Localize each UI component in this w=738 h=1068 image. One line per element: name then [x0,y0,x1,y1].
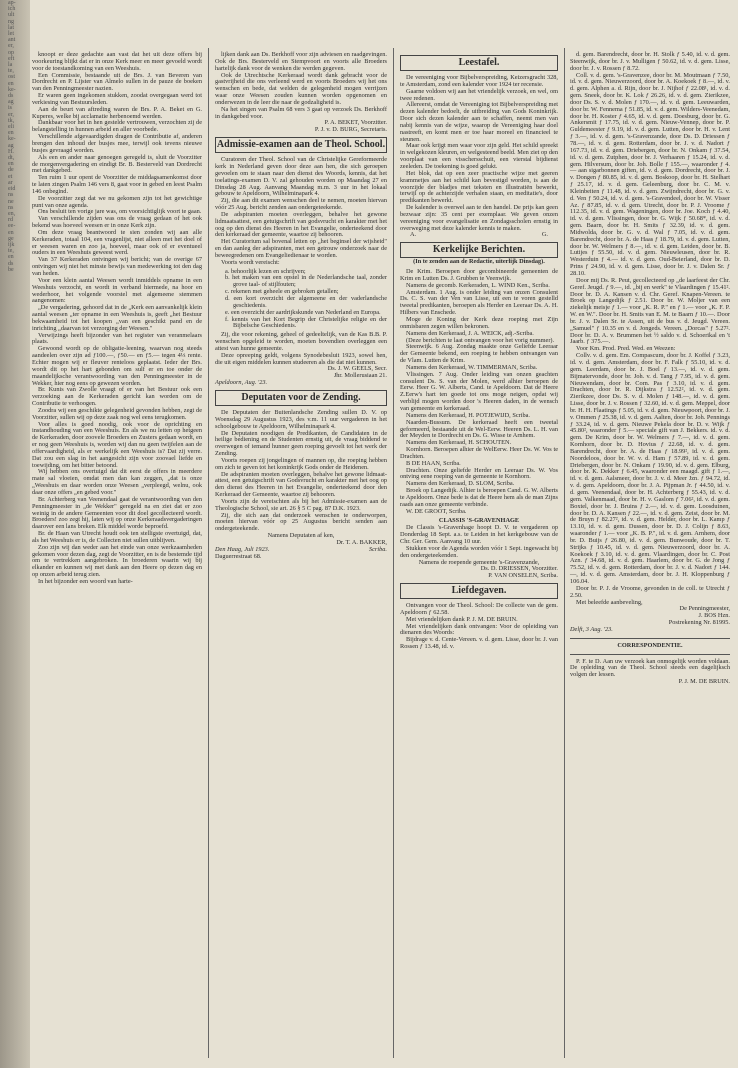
leestafel-sign-left: A. [410,231,417,239]
paragraph: Vlissingen. 7 Aug. Onder leiding van onzen geachten consulent Ds. S. van der Molen, werd alhier beroepen de Eerw. Heer G. W. Alberts, Cand. te Apeldoorn. Dat de Heere Z.Eerw's hart ten goede tot ons moge neigen, opdat wij verblijd mogen worden door 's Heeren daden, in de wensch van gemeente en kerkeraad. [400,370,558,412]
paragraph: Om deze vraag beantwoord te sien zonden wij aan alle Kerkeraden, totaal 104, een vragenlijst, niet alleen met het doel of er weesen waren en zoo ja, hoeveel, maar ook of er eventueel ouders in een Weeshuis geweest werd. [32,228,202,257]
paragraph: Namens den Kerkeraad, D. SLOM, Scriba. [406,480,515,488]
paragraph: Er waren geen ingekomen stukken, zoodat overgegaan werd tot verkiesing van Bestuursleden. [32,92,202,106]
edge-fragment: ds [8,93,14,100]
classis-sign-2: Ds. D. DRIESSEN, Voorzitter. [480,565,558,573]
paragraph: Zoodra wij een geschikte gelegenheid gevonden hebben, zegt de Voorzitter, sullen wij op deze zaak nog wel eens terugkomen. [32,406,202,421]
edge-fragment: is [8,105,13,112]
edge-fragment: te, [8,68,14,75]
column-rule [393,48,394,1058]
edge-fragment: ap- [8,0,16,6]
edge-fragment: tk, [8,117,15,124]
paragraph: Namens den Kerkeraad, J. A. WEICK, adj.-Scriba. [406,329,534,337]
paragraph: Verschillende afgevaardigden dragen de Contributie af, anderen brengen den inhoud der busjes mee, terwijl ook tevens nieuwe busjes gevraagd worden. [32,133,202,154]
paragraph: Allereerst, omdat de Vereeniging tot Bijbelverspreiding met dezen kalender bedoelt, de uitbreiding van Gods Koninkrijk. Door sich dezen kalender aan te schaffen, neemt men van nabij kennis van de wijze, waarop de Vereeniging haar doel nastreeft, en komt men er toe haar moreel en financieel te steunen. [400,101,558,143]
correspondentie-heading: CORRESPONDENTIE. [617,641,683,649]
edge-fragment: ult [8,12,15,19]
paragraph: Bijdrage v. d. Cente-Vereen. v. d. gem. Lisse, door br. J. van Rossen ƒ 13.48, id. v. [400,636,558,651]
deputaten-address: Daguerrestraat 68. [215,552,262,560]
paragraph: Ten ruim 1 uur opent de Voorzitter de middagsamenkomst door te laten zingen Psalm 146 vers 8, gaat voor in gebed en leest Psalm 146 onbegind. [32,174,202,195]
edge-fragment: be [8,266,14,273]
edge-fragment: ds [8,260,14,267]
edge-fragment: ne [8,198,14,205]
edge-fragment: ijk [8,241,15,248]
edge-fragment: dt, [8,155,15,162]
exam-place: Apeldoorn, Aug. '23. [215,379,268,387]
paragraph: De Deputaten noodigen de Predikanten, de Candidaten in de heilige bediening en de Studenten ernstig uit, de vraag biddend te overwegen of iemand hunner geen roeping gevoelt tot het werk der Zending. [215,429,387,458]
paragraph: Aan de beurt van aftreding waren de Brs. P. A. Beket en G. Kuperes, welke bij acclamatie herbenoemd werden. [32,105,202,120]
paragraph: Met vriendelijken dank ontvangen: Voor de opleiding van dienaren des Woords: [400,622,558,637]
edge-fragment: ns [8,204,14,211]
paragraph: Amsterdam. 1 Aug. is onder leiding van onzen Consulent Ds. C. S. van der Ven van Lisse, uit een te voren gestelld tweetal predikanten, beroepen als Herder en Leeraar Ds. A. H. Hilbers van Enschede. [400,288,558,317]
paragraph: Steenwijk. 6 Aug. Zondag maakte onze Geliefde Leeraar der Gemeente bekend, een roeping te hebben ontvangen van de Vlam. Lutten de Krim. [400,343,558,365]
paragraph: Ons besluit ten vorige jare was, om voorsichtiglijk voort te gaan. [38,208,202,216]
requirement-item: c. rekenen met geheele en gebroken getallen; [225,288,339,296]
paragraph: Maar ook krijgt men waar voor zijn geld. Het schild spreekt in welgekozen kleuren, en welgesteend beeld. Men ziet op den voorplaat van een visschersschuit, een vierstal bijdienst zeeleden. De toekening is goed gelukt. [400,142,558,170]
paragraph: Voorts wordt vereischt: [221,258,280,266]
edge-fragment: eli [8,124,14,131]
edge-fragment: ar [8,179,13,186]
adjacent-page-edge [8,0,30,1068]
paragraph: knoopt er deze gedachte aan vast dat het uit deze offers bij voorkeuring blijkt dat er in onze Kerk meer en meer gevoeld wordt voor de toestandkoming van een Weeshuis. [32,51,202,72]
paragraph: Wij hebben ons overtuigd dat dit eerst de offers in meerdere mate sal vloeien, omdat men dan kan zeggen, „dat is onze „Weeshuis en daar worden onze Weesen „verpleegd, welnu, ook daar onze offers „en gebed voor." [32,468,202,496]
requirements-list [225,269,387,331]
edge-fragment: er, [8,43,14,50]
paragraph: Deze opreeping geldt, volgens Synodebesluit 1923, sowel hen, die uit eigen middelen kunnen studeeren als die dat niet kunnen. [215,351,387,366]
paragraph: Gaarne voldoen wij aan het vriendelijk verzoek, en wel, om twee redenen. [400,87,558,102]
paragraph: Kornhorn. Beroepen alhier de WelEerw. Heer Ds. W. Vos te Drachten. [400,446,558,460]
paragraph: Als een en ander naar genoegen geregeld is, sluit de Voorzitter de morgenvergadering en eindigt Br. B. Besterveld van Dordrecht met dankgebed. [32,153,202,175]
paragraph: Na het singen van Psalm 68 vers 3 gaat op verzoek Ds. Berkhoff in dankgebed voor. [215,105,387,120]
divider [570,638,730,639]
paragraph: Voorts zijn de vereischten als bij het Admissie-examen aan de Theologische School, sie art. 26 § 5 C pag. 87 D.K. 1923. [215,497,387,512]
edge-fragment: ge [8,235,14,242]
paragraph: De adspiranten moeten overleggen, behalve het gewone lidmaat-attest, een getuigschrift van Godsvrucht en karakter met het oog op den dienst des Heeren in het Evangelie, onderteekend door den Kerkeraad der Gemeente, waartoe zij behooren. [215,470,387,499]
paragraph: Door br. P. J. de Vroome, gevonden in de coll. te Utrecht ƒ 2.50. [570,584,730,599]
edge-fragment: lat [8,24,14,31]
paragraph: Stukken voor de Agenda worden vóór 1 Sept. ingewacht bij den ondergeteekenden. [400,544,558,559]
paragraph: Het blok, dat op een zeer practische wijze met geeren krammetjes aan het schild kan bevestigd worden, is aan de voorzijde der bladjes met teksten en illustratiën bewerkt, terwijl op de achterzijde verhalen staan, en meditatie's, door predikanten bewerkt. [400,169,558,205]
signature-voorzitter: P. A. BEKET, Voorzitter. [324,119,387,127]
edge-fragment: ns [8,192,14,199]
edge-fragment: la [8,62,13,69]
deputaten-role: Scriba. [368,545,387,553]
edge-fragment: et [8,173,13,180]
paragraph: Br. Kunis van Zwolle vraagt of er van het Bestuur ook een verzoeking aan de Kerkeraden gericht kan worden om de Contributie te verhoogen. [32,386,202,408]
edge-fragment: eid [8,186,16,193]
deputaten-heading: Deputaten voor de Zending. [215,390,387,406]
paragraph: De voorzitter zegt dat we nu gekomen zijn tot het gewichtige punt van onze agenda. [32,194,202,209]
correspondentie-text: P. F. te D. Aan uw verzoek kan onmogelijk worden voldaan. De opleiding van de Theol. School steeds een dagelijksch volgen der lessen. [570,657,730,679]
paragraph: Zij, die voor rekening, geheel of gedeeltelijk, van de Kas B.B. P. wenschen opgeleid te worden, moeten bovendien overleggen een attest van hunne gemeente. [215,331,387,352]
edge-fragment: te, [8,248,14,255]
paragraph: Namens den Kerkeraad, W. TIMMERMAN, Scriba. [406,363,538,371]
edge-fragment: ag [8,142,14,149]
paragraph: Voorts roepen zij jongelingen of mannen op, die roeping hebben om zich te geven tot het koninkrijk Gods onder de Heidenen. [215,456,387,471]
classis-heading: CLASSIS 'S-GRAVENHAGE [438,517,520,525]
paragraph: Van verschillende zijden was ons de vraag gedaan of het ook bekend was hoeveel weesen er in onze Kerk zijn. [32,215,202,230]
paragraph: Zij, die sich aan dat onderzoek wenschen te onderworpen, moeten hiervan vóór op 25 Augustus bericht senden aan ondergeteekende. [215,511,387,533]
edge-fragment: ant [8,37,16,44]
edge-fragment: rd [8,217,13,224]
paragraph: In het bijzonder een woord van harte- [38,577,133,585]
exam-address: Jhr. Mollerusiaan 21. [333,372,387,380]
exam-heading: Admissie-examen aan de Theol. School. [215,137,387,153]
paragraph: B DE HAAN, Scriba. [406,459,461,467]
edge-fragment: en [8,80,14,87]
edge-fragment: op [8,49,14,56]
paragraph: (Deze berichten te laat ontvangen voor het vorig nummer). [406,336,555,344]
paragraph: Namens den Kerkeraad, H. SCHOUTEN. [406,439,512,447]
paragraph: Gewoond wordt op de obligatie-leening, waarvan nog steeds aandeelen over zijn ad ƒ100.—, ƒ50.— en ƒ5.— tegen 4⅓ rente. Echter mogen wij er fleuver renteloos geplaatst. Ieder der Brs. wordt dit op het hart gebonden om sulf er en toe onder de maandelijksche verantwoording van den Penningmeester in de Wekker, hier nog eens op gewezen worden. [32,345,202,387]
edge-fragment: ag [8,99,14,106]
paragraph: lijken dank aan Ds. Berkhoff voor zijn adviesen en raadgevingen. Ook de Brs. Besterveld en Stempvoort en voorts alle Broeders hartelijk dank voor de wenken die werden gegeven. [215,51,387,72]
paragraph: Br. de Haan van Utrecht houdt ook ten stelligste overtuigd, dat, als het Weeshuis er is, de Collecten niet sullen uitblijven. [32,530,202,544]
classis-sign: Namens de roepende gemeente 's-Gravenzande, [418,558,540,566]
edge-fragment: en [8,254,14,261]
paragraph: „De vergadering, gehoord dat in de „Kerk een aanvankelijk klein aantal weesen „ter opname in een Weeshuis is, geeft „het Bestuur bekwaamheid tot het koopen „van een geschikt pand en de inrichting „daarvan tot verzorging der Weesen." [32,304,202,332]
correspondentie-sign: P. J. M. DE BRUIN. [678,678,730,686]
paragraph: Zij, die aan dit examen wenschen deel te nemen, moeten hiervan vóór 25 Aug. bericht zenden aan ondergeteekende. [215,197,387,212]
requirement-item: b. het maken van een opstel in de Nederlandsche taal, zonder grove taal- of stijlfouten; [225,274,387,289]
paragraph: Voor Km. Prod. Pred. Wed. en Weezen: [576,345,676,353]
paragraph: Coll. v. d. gem. 's-Gravenzee, door br. M. Moutmaan ƒ 7.50, id. v. d. gem. Nieuwerzoord, door br. A. Koekoek ƒ 8.—, id. v. d. gem. Alphen a. d. Rijn, door br. J. Nijhof ƒ 22.08¹, id. v. d. gem. Sneek, door br. K. Lok ƒ 26.26, id. v. d. gem. Zierikzee, door Ds. S. v. d. Molen ƒ 170.—, id. v. d. gem. Leeuwarden, door br. W. Fennema ƒ 51.85, id. v. d. gem. Wilders-Veenedam, door br. H. Koster ƒ 4.65, id. v. d. gem. Doesburg, door br. G. Ankersmit ƒ 17.75, id. v. d. gem. Nieuw-Vennep, door br. P. Guldemeester ƒ 9.19, id. v. d. gem. Lutten, door br. H. v. Lent ƒ 3.—, id. v. d. gem. 's-Gravenzande, door Ds. D. Driessen ƒ 78.—, id. v. d. gem. Rotterdam, door br. J. v. d. Nadort ƒ 167.73, id. v. d. gem. Driebergen, door br. N. Onkam ƒ 37.54, id. v. d. gem. Zutphen, door br. J. Verhaaren ƒ 15.24, id. v. d. gem. Hilversum, door br. Joh. Bolle ƒ 155.—, waaronder ƒ 4.— aan sigarbonnen giften, id. v. d. gem. Dordrecht, door br. J. v. Dongen ƒ 80.85, id. v. d. gem. Boskoop, door br. H. Stelhart ƒ 25.17, id. v. d. gem. Geleenburg, door br. C. M. v. Kleinbeiten ƒ 11.48, id. v. d. gem. Zwijndrecht, door br. G. v. d. Ven ƒ 50.24, id. v. d. gem. 's-Gravendeel, door br. W. Visser Az. ƒ 87.85, id. v. d. gem. Utrecht, door br. P. J. Vroome ƒ 112.35, id. v. d. gem. Wageningen, door br. Joe. Koch ƒ 4.40, id. v. d. gem. Vlissingen, door br. G. Wijk ƒ 50.68*, id. v. d. gem. Baarn, door br. H. Smits ƒ 32.39, id. v. d. gem. Midwolda, door br. G. v. d. Wal ƒ 7.05, id. v. d. gem. Barendrecht, door br. A. de Haas ƒ 18.79, id. v. d. gem. Lutten, door br. W. Welmers ƒ 8.—, id. v. d. gem. Leiden, door br. B. Lutijes ƒ 55.50, id. v. d. gem. Nieuwleusen, door br. R. Westerduin ƒ 4.— id. v. d. gem. Oud-Beierland, door br. D. Prins ƒ 24.90, id. v. d. gem. Lisse, door br. J. v. Dalen Sr. ƒ 28.10. [570,71,730,277]
deputaten-name: Dr. T. A. BAKKER, [336,539,387,546]
paragraph: Moge de Koning der Kerk deze roeping met Zijn onmisbaren zegen willen bekronen. [400,316,558,330]
divider [570,654,730,655]
paragraph: Zoo zijn wij dan weder aan het einde van onze werkzaamheden gekomen voor dezen dag, zegt de Voorzitter, en is de bestemde tijd om te vertrekken aangebroken. In broederen waarin wij bij elkander en kunnen wij met dank aan den Heere op dezen dag en op onzen arbeid terug zien. [32,543,202,579]
paragraph: Met vriendelijken dank P. J. M. DE BRUIN. [406,615,518,623]
edge-fragment: ke- [8,86,16,93]
edge-fragment: ost [8,74,16,81]
column-rule [208,48,209,1058]
paragraph: De Krim. Beroepen door gecombineerde gemeenten de Krim en Lutten Ds. J. Grubben te Veenwijk. [400,268,558,282]
requirement-item: f. kennis van het Kort Begrip der Christelijke religie en der Bijbelsche Geschiedenis. [225,315,387,330]
edge-fragment: ich [8,6,16,13]
penningmeester-label: De Penningmeester, [679,605,730,613]
column-3 [400,52,558,651]
edge-fragment: let [8,31,14,38]
paragraph: Ontvangen voor de Theol. School: De collecte van de gem. Apeldoorn ƒ 62.58. [400,602,558,616]
paragraph: Broek op Langedijk. Alhier is beroepen Cand. G. W. Alberts te Apeldoorn. Onze bede is dat de Heere hem als de man Zijns raads aan onze gemeente verbinde. [400,487,558,508]
edge-fragment: de [8,167,14,174]
paragraph: Ook de Utrechtsche Kerkeraad wordt dank gebracht voor de gastvrijheid die ons verleend werd en voorts Broeders wij het ons wenschen en bede, dat welden de gelegenheid mogen verrijzen waar onze Weesen zouden kunnen worden opgenomen en onderwezen in de leer die naar de godzaligheid is. [215,71,387,106]
paragraph: Namens de gecomb. Kerkeraden, L. WIND Ken., Scriba. [406,281,550,289]
paragraph: Het Curatorium sal bovenal letten op „het beginsel der wijsheid" en dan aanleg der adspiranten, met een getrouw onderzoek naar de beweegredenen om Evangeliedienaar te worden. [215,238,387,259]
paragraph: Namens den Kerkeraad, H. POTJEWIJD, Scriba. [406,411,530,419]
edge-fragment: ng [8,18,14,25]
requirement-item: a. behoorlijk lezen en schrijven; [225,267,306,275]
deputaten-sign: Namens Deputaten af ken, [267,532,335,540]
paragraph: Een Commissie, bestaande uit de Brs. J. van Beveren van Dordrecht en P. Lijster van Almelo sullen in de pauze de boeken van den Penningmeester nazien. [32,71,202,93]
edge-fragment: eft [8,55,15,62]
column-rule [564,48,565,1058]
classis-sign-3: P. VAN ONSELEN, Scriba. [488,572,558,580]
exam-signature: Ds. J. W. GEELS, Secr. [327,365,387,373]
paragraph: De adspiranten moeten overleggen, behalve het gewone lidmaatsattest, een getuigschrift van godsvrucht en karakter met het oog op den dienst des Heeren in het Evangelie, onderteekend door den kerkeraad der gemeente, waartoe zij behooren. [215,210,387,239]
requirement-item: e. een overzicht der aardrijkskunde van Nederland en Europa. [225,308,381,316]
column-2 [215,52,387,561]
edge-fragment: en [8,161,14,168]
date-place: Delft, 3 Aug. '23. [570,625,613,633]
paragraph: De Deputaten der Buitenlandsche Zending sullen D. V. op Woensdag 29 Augustus 1923, des v.m. 11 uur vergaderen in het schoolgebouw te Apeldoorn, Wilhelminapark 4. [215,408,387,430]
leestafel-heading: Leestafel. [400,55,558,71]
paragraph: W. DE GROOT, Scriba. [406,507,467,515]
edge-fragment: H. [8,148,14,155]
paragraph: Drachten. Onze geliefde Herder en Leeraar Ds. W. Vos ontving eene roeping van de gemeente te Kornhorn. [400,466,558,481]
edge-fragment: en, [8,210,16,217]
paragraph: Verwijzings heeft bijzonder van het register van veranmelaars plaats. [32,331,202,346]
kerk-subheading: (In te zenden aan de Redactie, uiterlijk Dinsdag). [413,258,545,266]
kerk-heading: Kerkelijke Berichten. [400,242,558,258]
edge-fragment: ee- [8,223,16,230]
edge-fragment: er, [8,111,14,118]
postrekening: Postrekening Nr. 81995. [668,619,730,627]
penningmeester-name: J. BOS Hzn. [698,612,730,620]
column-4 [570,52,730,686]
edge-fragment: ke- [8,136,16,143]
paragraph: Voor alles is goed noodig, ook voor de oprichting en instandhouding van een Weeshuis. En als we nu letten op hetgeen de Kerkeraden, door zoovele Broeders en Zusters gedaan wordt, en er nog geen Weeshuis is, worden wij dan nu geen twijfelen aan de offervaardigheid, als er werkelijk een Weeshuis is? Dat zij verre. Dat zou een slag in het aangesicht zijn voor zoovael liefde en toewijding, om het bitter betoond. [32,420,202,469]
paragraph: Collv. v. d. gem. Em. Compascum, door br. J. Koffel ƒ 3.23, id. v. d. gem. Amsterdam, door br. F. Falk ƒ 55.10, id. v. d. gem. Leerdam, door br. J. Boel ƒ 13.—, id. v. d. gem. Bijmatervonde, door br. Joh. v. d. Tang ƒ 7.95, id. v. d. gem. Nieuwendam, door br. Corn. Pas ƒ 3.10, id. v. d. gem. Drachten, door br. R. Dijkstra ƒ 12.52², id. v. d. gem. Zierikzee, door Ds. S. v. d. Molen ƒ 148.—, id. v. d. gem. Lisse, door br. J. v. Rossen ƒ 32.60, id. v. d. gem. Meppel, door br. H. H. Flaatings ƒ 5.05, id. v. d. gem. Nieuwpoort, door br. J. v. Ommen ƒ 25.38, id. v. d. gem. Aalten, door br. Joh. Pennings ƒ 33.24, id. v. d. gem. Nieuwe Pekela door br. D. v. Wijk ƒ 45.80², waaronder ƒ 5.— speciale gift van J. Bekkers. id. v. d. gem. De Krim, door br. W. Welmers ƒ 7.—, id. v. d. gem. Kornhorn, door br. D. Hovius ƒ 22.68, id. v. d. gem. Barendrecht, door br. A. de Haas ƒ 18.99², id. v. d. gem. Noordeloos, door br. W. v. d. Ham ƒ 57.89, id. v. d. gem. Driebergen, door br. N. Onkam ƒ 19.90, id. v. d. gem. Elburg, door br. K. Dekker ƒ 6.45, waaronder een maagd. gift ƒ 1.—, id. v. d. gem. Aalsmeer, door br. J. v. d. Meer Jzn. ƒ 94.72, id. v. d. gem. Apeldoorn, door br. J. A. Pijpman Jr. ƒ 44.50, id. v. d. gem. Veenendaal, door br. H. Achterberg ƒ 55.43, id. v. d. gem. Valkenmaad, door br. H. v. Gaslom ƒ 7.06², id. v. d. gem. Boxtel, door br. J. Bruins ƒ 2.—, id. v. d. gem. Loosduinen, door br. D. A. Kansen ƒ 22.—, id. v. d. gem. Zeist, door br. M. de Bruyn ƒ 82.27², id. v. d. gem. Helder, door br. L. Kamp ƒ 13.10, id. v. d. gem. Dussen, door br. D. J. Colijn ƒ 8.63, waaronder ƒ 1.— voor „K. B. P.", id. v. d. gem. Arnhem, door br. D. Buijs ƒ 26.80, id. v. d. gem. Bunwoude, door br. T. Strijks ƒ 10.45, id. v. d. gem. Nieuwerzoord, door br. A. Koekoek ƒ 3.10, id. v. d. gem. Vlaardingen, door br. C. Post Azn. ƒ 34.68, id. v. d. gem. Haarlem, door br. G. de Jong ƒ 75.52, id. v. d. gem. Rotterdam, door br. J. v. d. Nadort ƒ 144.—, id. v. d. gem. Amsterdam, door br. J. H. Kloppenburg ƒ 106.04. [570,352,730,585]
paragraph: De kalender is overwel aan te den handel. De prijs kan geen bezwaar zijn: 35 cent per exemplaar. We geven onzen vereeniging voor evangelisatie en Zondagsscholen ernstig in overweging met deze kalender kennis te maken. [400,204,558,232]
paragraph: Naarden-Bussum. De kerkeraad heeft een tweetal geformeerd, bestaande uit de Wel-Eerw. Heeren Ds. L. H. van der Meyden te Dordrecht en Ds. G. Wisse te Arnhem. [400,418,558,440]
requirement-item: d. een kort overzicht der algemeene en der vaderlandsche geschiedenis. [225,295,387,309]
edge-fragment: en [8,130,14,137]
paragraph: Dankbaar voor het in hen gestelde vertrouwen, verzochten zij de belangstelling in hunnen arbeid en aller voorbede. [32,119,202,134]
edge-fragment: en [8,229,14,236]
liefde-heading: Liefdegaven. [400,583,558,599]
paragraph: Van 37 Kerkeraden ontvingen wij bericht; van de overige 67 ontvingen wij niet het minste bewijs van medewerking tot den dag van heden. [32,256,202,277]
paragraph: Door mij Ds. R. Peut, gecollecteerd op „de laarfeest der Chr. Geref. Jeugd. ƒ 9.—, id. „bij en werk" te Vlaardingen ƒ 15.41². Door br. D. A. Kansen v. d. Chr. Geref. Knapen-Vereen. te Broek op Langedijk ƒ 2.51. Door br. W. Moljer van een ziekelijk meisje ƒ 1.— voor „K. R. P." en ƒ 1.— voor „K. F. P. W. en W.". Door br. H. Smits van E. M. te Baarn ƒ 10.—. Door br. J. v. Dalen Sr. te Assen, uit de bus v. d. Jeugd. Vereen. „Samuel" ƒ 10.35 en v. d. Jongeds. Vereen. „Dorcas" ƒ 5.27². Door br. D. A. v. Brummen het ½ saldo v. d. Schoerikal en 't Jaarb. ƒ 375.—. [570,276,730,346]
deputaten-place: Den Haag, Juli 1923. [215,545,270,553]
paragraph: Br. Achterberg van Veenendaal gaat de verantwoording van den Penningmeester in „de Wekker" geregeld na en ziet dat er zoo weinig in de andere Gemeenten voor dit doel gecollecteerd wordt. Broeders! zoo zegt hij, laten wij op onze Kerkeraadsvergaderingen daarover een lans breken. Elk middel worde beproefd. [32,495,202,531]
leestafel-sign-right: G. [541,231,548,239]
paragraph: Met beleefde aanbeveling, [576,598,643,606]
paragraph: Curatoren der Theol. School van de Christelijke Gereformeerde kerk in Nederland geven door deze aan hen, die sich geroepen gevoelen om te staan naar den dienst des Woords, kennis, dat het toelatings-examen D. V. zal gehouden worden op Maandag 27 en Dinsdag 28 Aug. Aanvang Maandag m.m. 3 uur in het lokaal gebouw te Apeldoorn, Wilhelminapark 4. [215,156,387,198]
paragraph: d. gem. Barendrecht, door br. H. Stolk ƒ 5.40, id. v. d. gem. Steenwijk, door br. J. v. Mulligen ƒ 50.62, id. v. d. gem. Lisse, door br. J. v. Rossen ƒ 8.72. [570,51,730,72]
paragraph: De Classis 's-Gravenhage hoopt D. V. te vergaderen op Donderdag 18 Sept. a.s. te Leiden in het kerkgebouw van de Chr. Ger. Gem. Aanvang 10 uur. [400,524,558,545]
paragraph: Voor een klein aantal Weesen wordt inmiddels opname in een Weeshuis verzocht, en wordt in verband hiermede, na hoor en wederhoor, het volgende voorstel met algemeene stemmen aangenomen: [32,276,202,305]
signature-secretaris: P. J. v. D. BURG, Secretaris. [314,126,387,134]
paragraph: De vereeniging voor Bijbelverspreiding, Keizersgracht 328, te Amsterdam, zond een kalender voor 1924 ter recensie. [400,74,558,88]
column-1 [32,52,202,586]
